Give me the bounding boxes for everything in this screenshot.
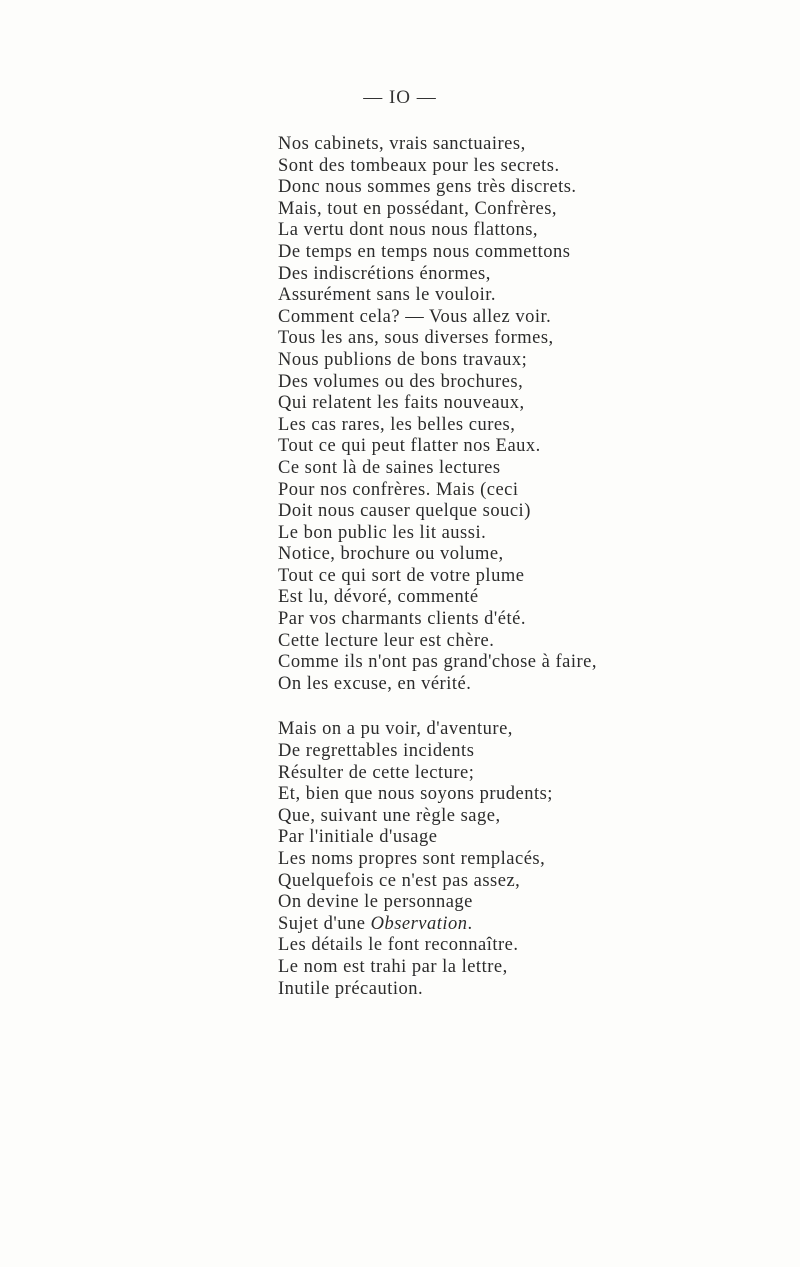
verse-line: On les excuse, en vérité. <box>278 673 472 694</box>
verse-line: Inutile précaution. <box>278 978 424 999</box>
verse-line: La vertu dont nous nous flattons, <box>278 220 539 241</box>
verse-line: On devine le personnage <box>278 892 473 913</box>
verse-line: Mais on a pu voir, d'aventure, <box>278 719 513 740</box>
verse-line: Quelquefois ce n'est pas assez, <box>278 870 521 891</box>
verse-line: Des indiscrétions énormes, <box>278 263 491 284</box>
verse-line: Est lu, dévoré, commenté <box>278 587 479 608</box>
verse-line: Les noms propres sont remplacés, <box>278 849 546 869</box>
verse-line: Sont des tombeaux pour les secrets. <box>278 155 560 176</box>
verse-line: De regrettables incidents <box>278 741 475 762</box>
verse-line: Notice, brochure ou volume, <box>278 544 504 565</box>
verse-line: Nos cabinets, vrais sanctuaires, <box>278 134 526 154</box>
verse-line: Tout ce qui peut flatter nos Eaux. <box>278 436 541 457</box>
verse-line: Que, suivant une règle sage, <box>278 805 501 826</box>
verse-line: Tout ce qui sort de votre plume <box>278 565 525 586</box>
verse-line: Par l'initiale d'usage <box>278 827 438 848</box>
verse-line: Doit nous causer quelque souci) <box>278 501 531 522</box>
observation-prefix: Sujet d'une <box>278 913 371 934</box>
verse-line: Mais, tout en possédant, Confrères, <box>278 198 558 219</box>
verse-line: Assurément sans le vouloir. <box>278 285 497 306</box>
verse-line: Les détails le font reconnaître. <box>278 935 519 956</box>
verse-line: Comme ils n'ont pas grand'chose à faire, <box>278 652 597 673</box>
verse-line: Nous publions de bons travaux; <box>278 349 528 370</box>
verse-line: Pour nos confrères. Mais (ceci <box>278 479 519 500</box>
poem <box>278 134 778 1000</box>
observation-verse-line <box>278 914 778 936</box>
verse-line: Tous les ans, sous diverses formes, <box>278 328 554 349</box>
verse-line: De temps en temps nous commettons <box>278 241 571 262</box>
verse-line: Résulter de cette lecture; <box>278 762 475 783</box>
stanza-1 <box>278 134 778 695</box>
verse-line: Cette lecture leur est chère. <box>278 630 495 651</box>
page-number: — IO — <box>363 87 437 108</box>
verse-line: Le nom est trahi par la lettre, <box>278 956 508 977</box>
verse-line: Par vos charmants clients d'été. <box>278 609 526 630</box>
verse-line: Donc nous sommes gens très discrets. <box>278 177 577 198</box>
stanza-2 <box>278 719 778 1000</box>
verse-line: Qui relatent les faits nouveaux, <box>278 393 525 414</box>
verse-line: Ce sont là de saines lectures <box>278 457 501 478</box>
observation-suffix: . <box>467 913 473 934</box>
observation-italic-word: Observation <box>370 913 468 934</box>
verse-line: Les cas rares, les belles cures, <box>278 414 516 435</box>
verse-line: Des volumes ou des brochures, <box>278 371 524 392</box>
verse-line: Et, bien que nous soyons prudents; <box>278 784 553 805</box>
verse-line: Le bon public les lit aussi. <box>278 522 487 543</box>
verse-line: Comment cela? — Vous allez voir. <box>278 306 552 327</box>
